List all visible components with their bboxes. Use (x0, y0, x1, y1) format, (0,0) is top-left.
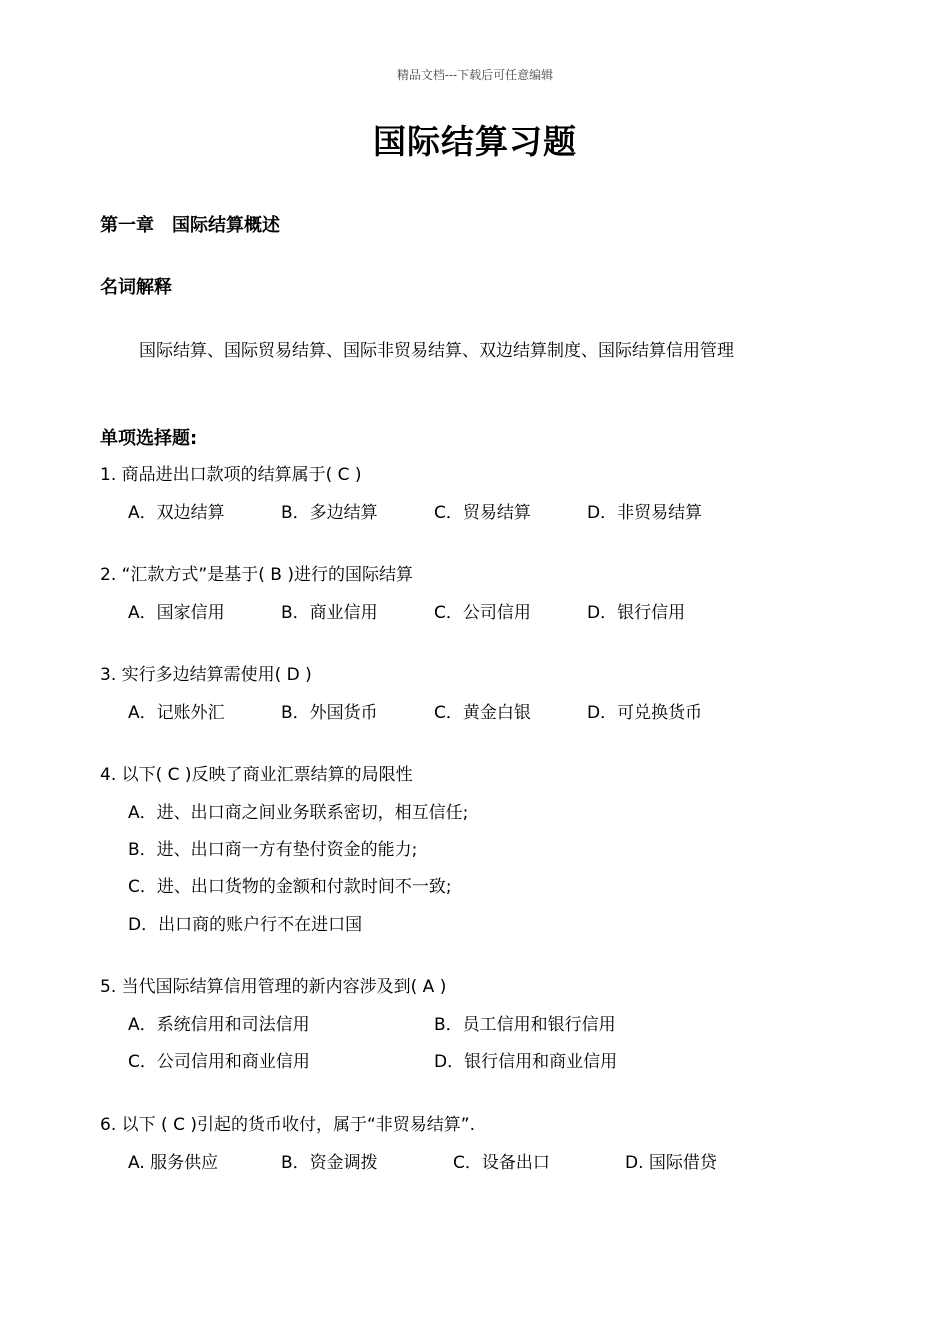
question-1: 1. 商品进出口款项的结算属于( C ) (100, 465, 362, 485)
q2-option-d: D．银行信用 (587, 603, 686, 623)
document-title: 国际结算习题 (373, 122, 577, 161)
q2-option-a: A．国家信用 (128, 603, 225, 623)
q3-option-a: A．记账外汇 (128, 703, 225, 723)
question-2: 2. “汇款方式”是基于( B )进行的国际结算 (100, 565, 413, 585)
question-3: 3. 实行多边结算需使用( D ) (100, 665, 312, 685)
q1-option-b: B．多边结算 (281, 503, 378, 523)
q4-option-a: A．进、出口商之间业务联系密切，相互信任; (128, 803, 469, 823)
question-4: 4. 以下( C )反映了商业汇票结算的局限性 (100, 765, 413, 785)
q3-option-c: C．黄金白银 (434, 703, 531, 723)
q6-option-d: D. 国际借贷 (625, 1153, 717, 1173)
q3-option-b: B．外国货币 (281, 703, 378, 723)
question-5: 5. 当代国际结算信用管理的新内容涉及到( A ) (100, 977, 447, 997)
q5-option-c: C．公司信用和商业信用 (128, 1052, 310, 1072)
chapter-heading: 第一章 国际结算概述 (100, 215, 280, 236)
question-6: 6. 以下 ( C )引起的货币收付，属于“非贸易结算”. (100, 1115, 475, 1135)
q4-option-d: D．出口商的账户行不在进口国 (128, 915, 363, 935)
q6-option-b: B．资金调拨 (281, 1153, 378, 1173)
q1-option-c: C．贸易结算 (434, 503, 531, 523)
q6-option-c: C．设备出口 (453, 1153, 550, 1173)
q5-option-a: A．系统信用和司法信用 (128, 1015, 310, 1035)
q6-option-a: A. 服务供应 (128, 1153, 219, 1173)
terms-heading: 名词解释 (100, 277, 172, 298)
q3-option-d: D．可兑换货币 (587, 703, 703, 723)
q5-option-d: D．银行信用和商业信用 (434, 1052, 618, 1072)
terms-text: 国际结算、国际贸易结算、国际非贸易结算、双边结算制度、国际结算信用管理 (139, 341, 734, 361)
mc-heading: 单项选择题: (100, 428, 198, 449)
q4-option-b: B．进、出口商一方有垫付资金的能力; (128, 840, 418, 860)
q1-option-a: A．双边结算 (128, 503, 225, 523)
q2-option-c: C．公司信用 (434, 603, 531, 623)
q4-option-c: C．进、出口货物的金额和付款时间不一致; (128, 877, 452, 897)
q2-option-b: B．商业信用 (281, 603, 378, 623)
page-watermark: 精品文档---下载后可任意编辑 (396, 68, 554, 82)
q1-option-d: D．非贸易结算 (587, 503, 703, 523)
q5-option-b: B．员工信用和银行信用 (434, 1015, 616, 1035)
